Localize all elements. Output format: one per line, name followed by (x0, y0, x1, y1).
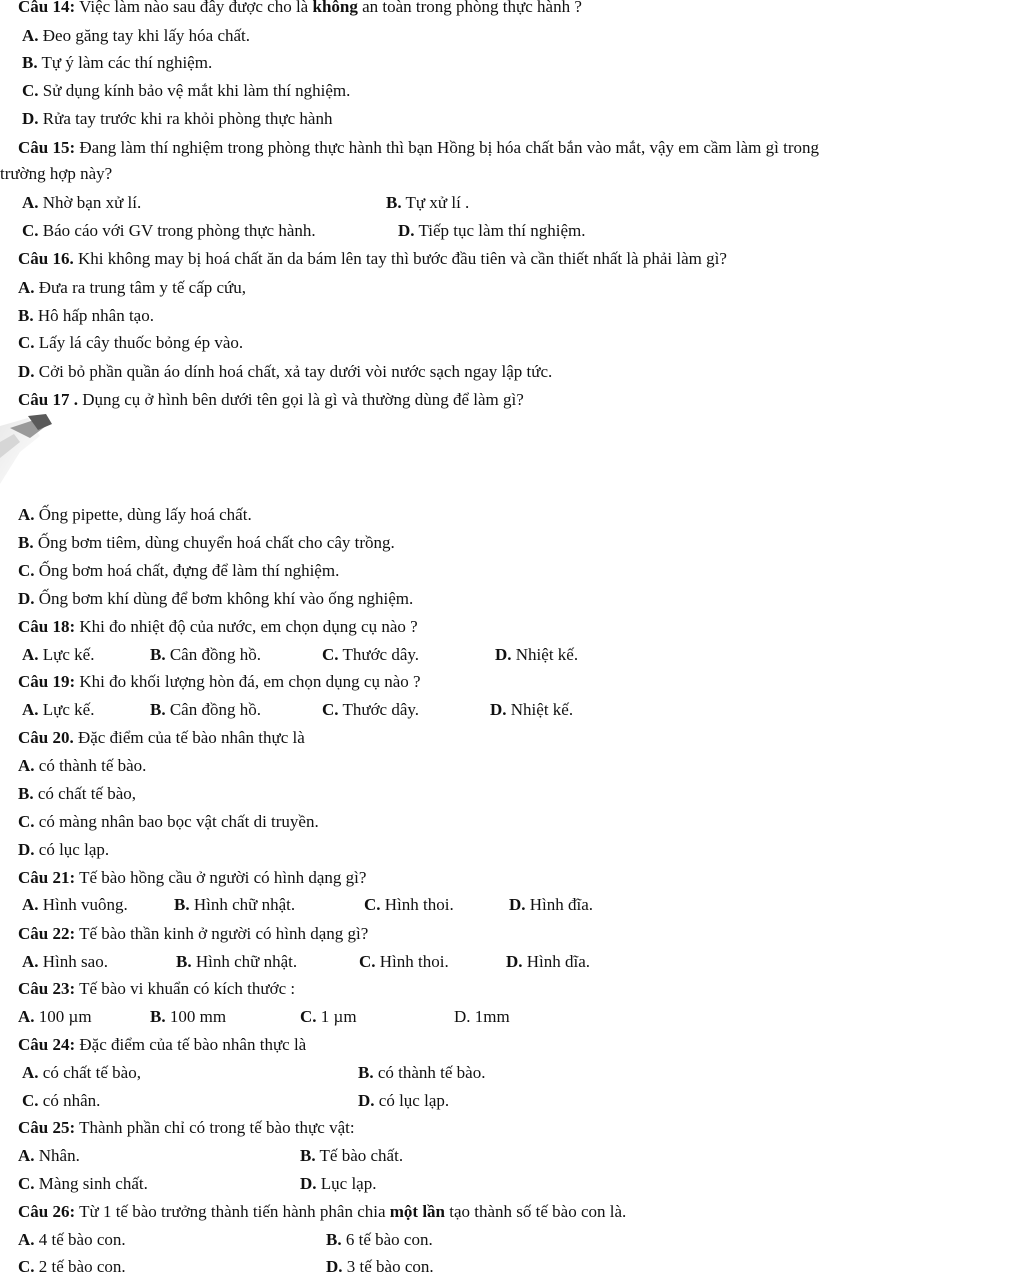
q14-option-d: D. Rửa tay trước khi ra khỏi phòng thực hành (22, 109, 333, 128)
question-20-stem: Câu 20. Đặc điểm của tế bào nhân thực là (18, 728, 305, 747)
question-18-stem: Câu 18: Khi đo nhiệt độ của nước, em chọn dụng cụ nào ? (18, 617, 418, 636)
q20-option-d: D. có lục lạp. (18, 840, 110, 859)
q15-option-d: D. Tiếp tục làm thí nghiệm. (398, 221, 586, 240)
q16-option-c: C. Lấy lá cây thuốc bỏng ép vào. (18, 333, 244, 352)
q23-option-b: B. 100 mm (150, 1007, 227, 1026)
q19-option-d: D. Nhiệt kế. (490, 700, 574, 719)
question-15-stem-cont: trường hợp này? (0, 164, 113, 183)
question-16-stem: Câu 16. Khi không may bị hoá chất ăn da bám lên tay thì bước đầu tiên và cần thiết nhất là phải làm gì? (18, 249, 727, 268)
q25-option-c: C. Màng sinh chất. (18, 1174, 148, 1193)
q19-option-a: A. Lực kế. (22, 700, 95, 719)
q25-option-a: A. Nhân. (18, 1146, 80, 1165)
q22-option-b: B. Hình chữ nhật. (176, 952, 298, 971)
q16-option-d: D. Cởi bỏ phần quần áo dính hoá chất, xả tay dưới vòi nước sạch ngay lập tức. (18, 362, 553, 381)
q19-option-b: B. Cân đồng hồ. (150, 700, 261, 719)
q21-option-a: A. Hình vuông. (22, 895, 128, 914)
question-15-stem: Câu 15: Đang làm thí nghiệm trong phòng thực hành thì bạn Hồng bị hóa chất bắn vào mắt, vậy em cầm làm gì trong (18, 138, 819, 157)
q15-option-b: B. Tự xử lí . (386, 193, 470, 212)
question-21-stem: Câu 21: Tế bào hồng cầu ở người có hình dạng gì? (18, 868, 367, 887)
q17-option-a: A. Ống pipette, dùng lấy hoá chất. (18, 505, 252, 524)
q18-option-a: A. Lực kế. (22, 645, 95, 664)
q14-option-b: B. Tự ý làm các thí nghiệm. (22, 53, 213, 72)
q23-option-a: A. 100 µm (18, 1007, 92, 1026)
q17-option-b: B. Ống bơm tiêm, dùng chuyển hoá chất cho cây trồng. (18, 533, 395, 552)
q20-option-b: B. có chất tế bào, (18, 784, 137, 803)
q25-option-b: B. Tế bào chất. (300, 1146, 404, 1165)
question-22-stem: Câu 22: Tế bào thần kinh ở người có hình dạng gì? (18, 924, 369, 943)
q16-option-b: B. Hô hấp nhân tạo. (18, 306, 154, 325)
q24-option-b: B. có thành tế bào. (358, 1063, 486, 1082)
question-19-stem: Câu 19: Khi đo khối lượng hòn đá, em chọn dụng cụ nào ? (18, 672, 421, 691)
question-23-stem: Câu 23: Tế bào vi khuẩn có kích thước : (18, 979, 296, 998)
q26-option-c: C. 2 tế bào con. (18, 1257, 126, 1276)
q18-option-b: B. Cân đồng hồ. (150, 645, 261, 664)
q18-option-c: C. Thước dây. (322, 645, 420, 664)
q15-option-a: A. Nhờ bạn xử lí. (22, 193, 142, 212)
q24-option-a: A. có chất tế bào, (22, 1063, 141, 1082)
question-26-stem: Câu 26: Từ 1 tế bào trưởng thành tiến hành phân chia một lần tạo thành số tế bào con là. (18, 1202, 627, 1221)
q23-option-c: C. 1 µm (300, 1007, 357, 1026)
q14-option-a: A. Đeo găng tay khi lấy hóa chất. (22, 26, 251, 45)
q25-option-d: D. Lục lạp. (300, 1174, 377, 1193)
q20-option-c: C. có màng nhân bao bọc vật chất di truyền. (18, 812, 319, 831)
q26-option-a: A. 4 tế bào con. (18, 1230, 126, 1249)
q17-option-c: C. Ống bơm hoá chất, đựng để làm thí nghiệm. (18, 561, 340, 580)
q16-option-a: A. Đưa ra trung tâm y tế cấp cứu, (18, 278, 247, 297)
syringe-image (0, 412, 90, 500)
q24-option-c: C. có nhân. (22, 1091, 101, 1110)
q21-option-d: D. Hình đĩa. (509, 895, 594, 914)
q19-option-c: C. Thước dây. (322, 700, 420, 719)
question-17-stem: Câu 17 . Dụng cụ ở hình bên dưới tên gọi là gì và thường dùng để làm gì? (18, 390, 524, 409)
q26-option-d: D. 3 tế bào con. (326, 1257, 434, 1276)
q26-option-b: B. 6 tế bào con. (326, 1230, 433, 1249)
q23-option-d: D. 1mm (454, 1007, 510, 1026)
q24-option-d: D. có lục lạp. (358, 1091, 450, 1110)
q21-option-c: C. Hình thoi. (364, 895, 454, 914)
question-25-stem: Câu 25: Thành phần chỉ có trong tế bào thực vật: (18, 1118, 355, 1137)
q22-option-d: D. Hình dĩa. (506, 952, 591, 971)
q20-option-a: A. có thành tế bào. (18, 756, 147, 775)
q22-option-a: A. Hình sao. (22, 952, 108, 971)
q22-option-c: C. Hình thoi. (359, 952, 449, 971)
q17-option-d: D. Ống bơm khí dùng để bơm không khí vào ống nghiệm. (18, 589, 414, 608)
question-14-stem: Câu 14: Việc làm nào sau đây được cho là không an toàn trong phòng thực hành ? (18, 0, 582, 18)
question-24-stem: Câu 24: Đặc điểm của tế bào nhân thực là (18, 1035, 307, 1054)
q21-option-b: B. Hình chữ nhật. (174, 895, 296, 914)
q14-option-c: C. Sử dụng kính bảo vệ mắt khi làm thí nghiệm. (22, 81, 351, 100)
q15-option-c: C. Báo cáo với GV trong phòng thực hành. (22, 221, 316, 240)
q18-option-d: D. Nhiệt kế. (495, 645, 579, 664)
question-label: Câu 14: (18, 0, 76, 16)
